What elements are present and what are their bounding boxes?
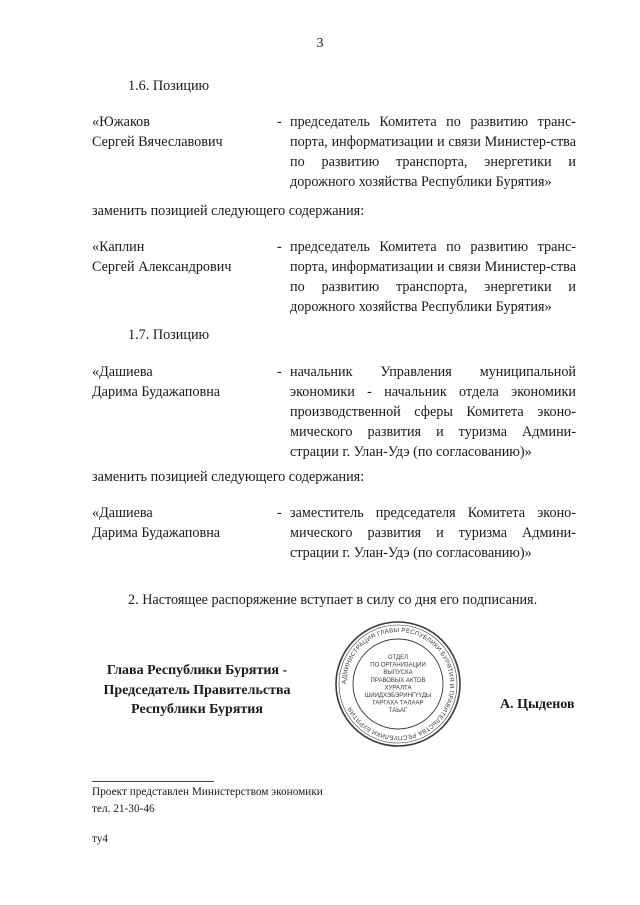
footer-divider xyxy=(92,781,214,782)
name-line-2: Дарима Будажаповна xyxy=(92,525,221,541)
footer-project-line: Проект представлен Министерством экономики xyxy=(92,786,323,798)
name-line-1: «Южаков xyxy=(92,114,150,130)
section-1-6-heading: 1.6. Позицию xyxy=(128,78,210,94)
position-entry-new-1-7 xyxy=(92,503,580,593)
name-line-2: Дарима Будажаповна xyxy=(92,384,221,400)
signer-title-line-1: Глава Республики Бурятия - xyxy=(106,663,288,678)
seal-center-line: ХУРАЛТА xyxy=(384,685,412,692)
position-entry-old-1-6 xyxy=(92,112,580,202)
name-line-2: Сергей Вячеславович xyxy=(92,134,223,150)
replace-instruction-1-7: заменить позицией следующего содержания: xyxy=(92,469,365,485)
seal-center-line: ТАЬАГ xyxy=(388,708,408,715)
seal-center-line: ОТДЕЛ xyxy=(387,655,409,661)
seal-center-line: ПО ОРГАНИЗАЦИИ xyxy=(370,662,426,669)
name-line-1: «Дашиева xyxy=(92,505,153,521)
position-entry-new-1-6 xyxy=(92,237,580,327)
footer-code: ту4 xyxy=(92,833,109,845)
position-description: председатель Комитета по развитию транс-порта, информатизации и связи Министер-ства по развитию транспорта, энергетики и дорожного хозяйства Республики Бурятия» xyxy=(290,114,576,190)
person-name xyxy=(92,112,277,152)
seal-outer-text xyxy=(341,627,455,741)
seal-outer-ring xyxy=(336,622,460,746)
position-entry-old-1-7 xyxy=(92,362,580,460)
seal-center-line: ПРАВОВЫХ АКТОВ xyxy=(370,677,426,684)
name-line-1: «Дашиева xyxy=(92,364,153,380)
replace-instruction-1-6: заменить позицией следующего содержания: xyxy=(92,203,365,219)
signer-title-line-3: Республики Бурятия xyxy=(131,702,263,717)
signatory-name: А. Цыденов xyxy=(500,697,575,712)
position-description: председатель Комитета по развитию транс-порта, информатизации и связи Министер-ства по развитию транспорта, энергетики и дорожного хозяйства Республики Бурятия» xyxy=(290,239,576,315)
footer-phone-line: тел. 21-30-46 xyxy=(92,803,155,815)
person-name xyxy=(92,362,277,402)
person-name xyxy=(92,503,277,543)
official-seal xyxy=(333,619,463,749)
clause-2-text: 2. Настоящее распоряжение вступает в силу со дня его подписания. xyxy=(128,592,538,608)
seal-center-text xyxy=(365,655,431,714)
separator-dash: - xyxy=(277,364,282,380)
separator-dash: - xyxy=(277,114,282,130)
seal-inner-ring xyxy=(353,639,443,729)
separator-dash: - xyxy=(277,239,282,255)
seal-center-line: ШИИДХЭБЭРИНГҮҮДЫ xyxy=(364,693,432,699)
section-1-7-heading: 1.7. Позицию xyxy=(128,327,210,343)
position-description: заместитель председателя Комитета эконо-мического развития и туризма Админи-страции г. Улан-Удэ (по согласованию)» xyxy=(290,505,576,561)
seal-outer-textpath: АДМИНИСТРАЦИЯ ГЛАВЫ РЕСПУБЛИКИ БУРЯТИЯ И ПРАВИТЕЛЬСТВА РЕСПУБЛИКИ БУРЯТИЯ xyxy=(340,626,456,742)
name-line-2: Сергей Александрович xyxy=(92,259,232,275)
signer-title-line-2: Председатель Правительства xyxy=(103,682,291,698)
signer-title xyxy=(86,661,308,720)
person-name xyxy=(92,237,277,277)
page-number: 3 xyxy=(316,36,324,51)
seal-outer-ring-inner xyxy=(339,625,457,743)
seal-center-line: ВЫПУСКА xyxy=(383,670,413,677)
seal-center-line: ГАРГАХА ТАЛААР xyxy=(372,700,424,707)
separator-dash: - xyxy=(277,505,282,521)
position-description: начальник Управления муниципальной экономики - начальник отдела экономики производственной сферы Комитета эконо-мического развития и туризма Админи-страции г. Улан-Удэ (по согласованию)» xyxy=(290,364,576,460)
name-line-1: «Каплин xyxy=(92,239,145,255)
